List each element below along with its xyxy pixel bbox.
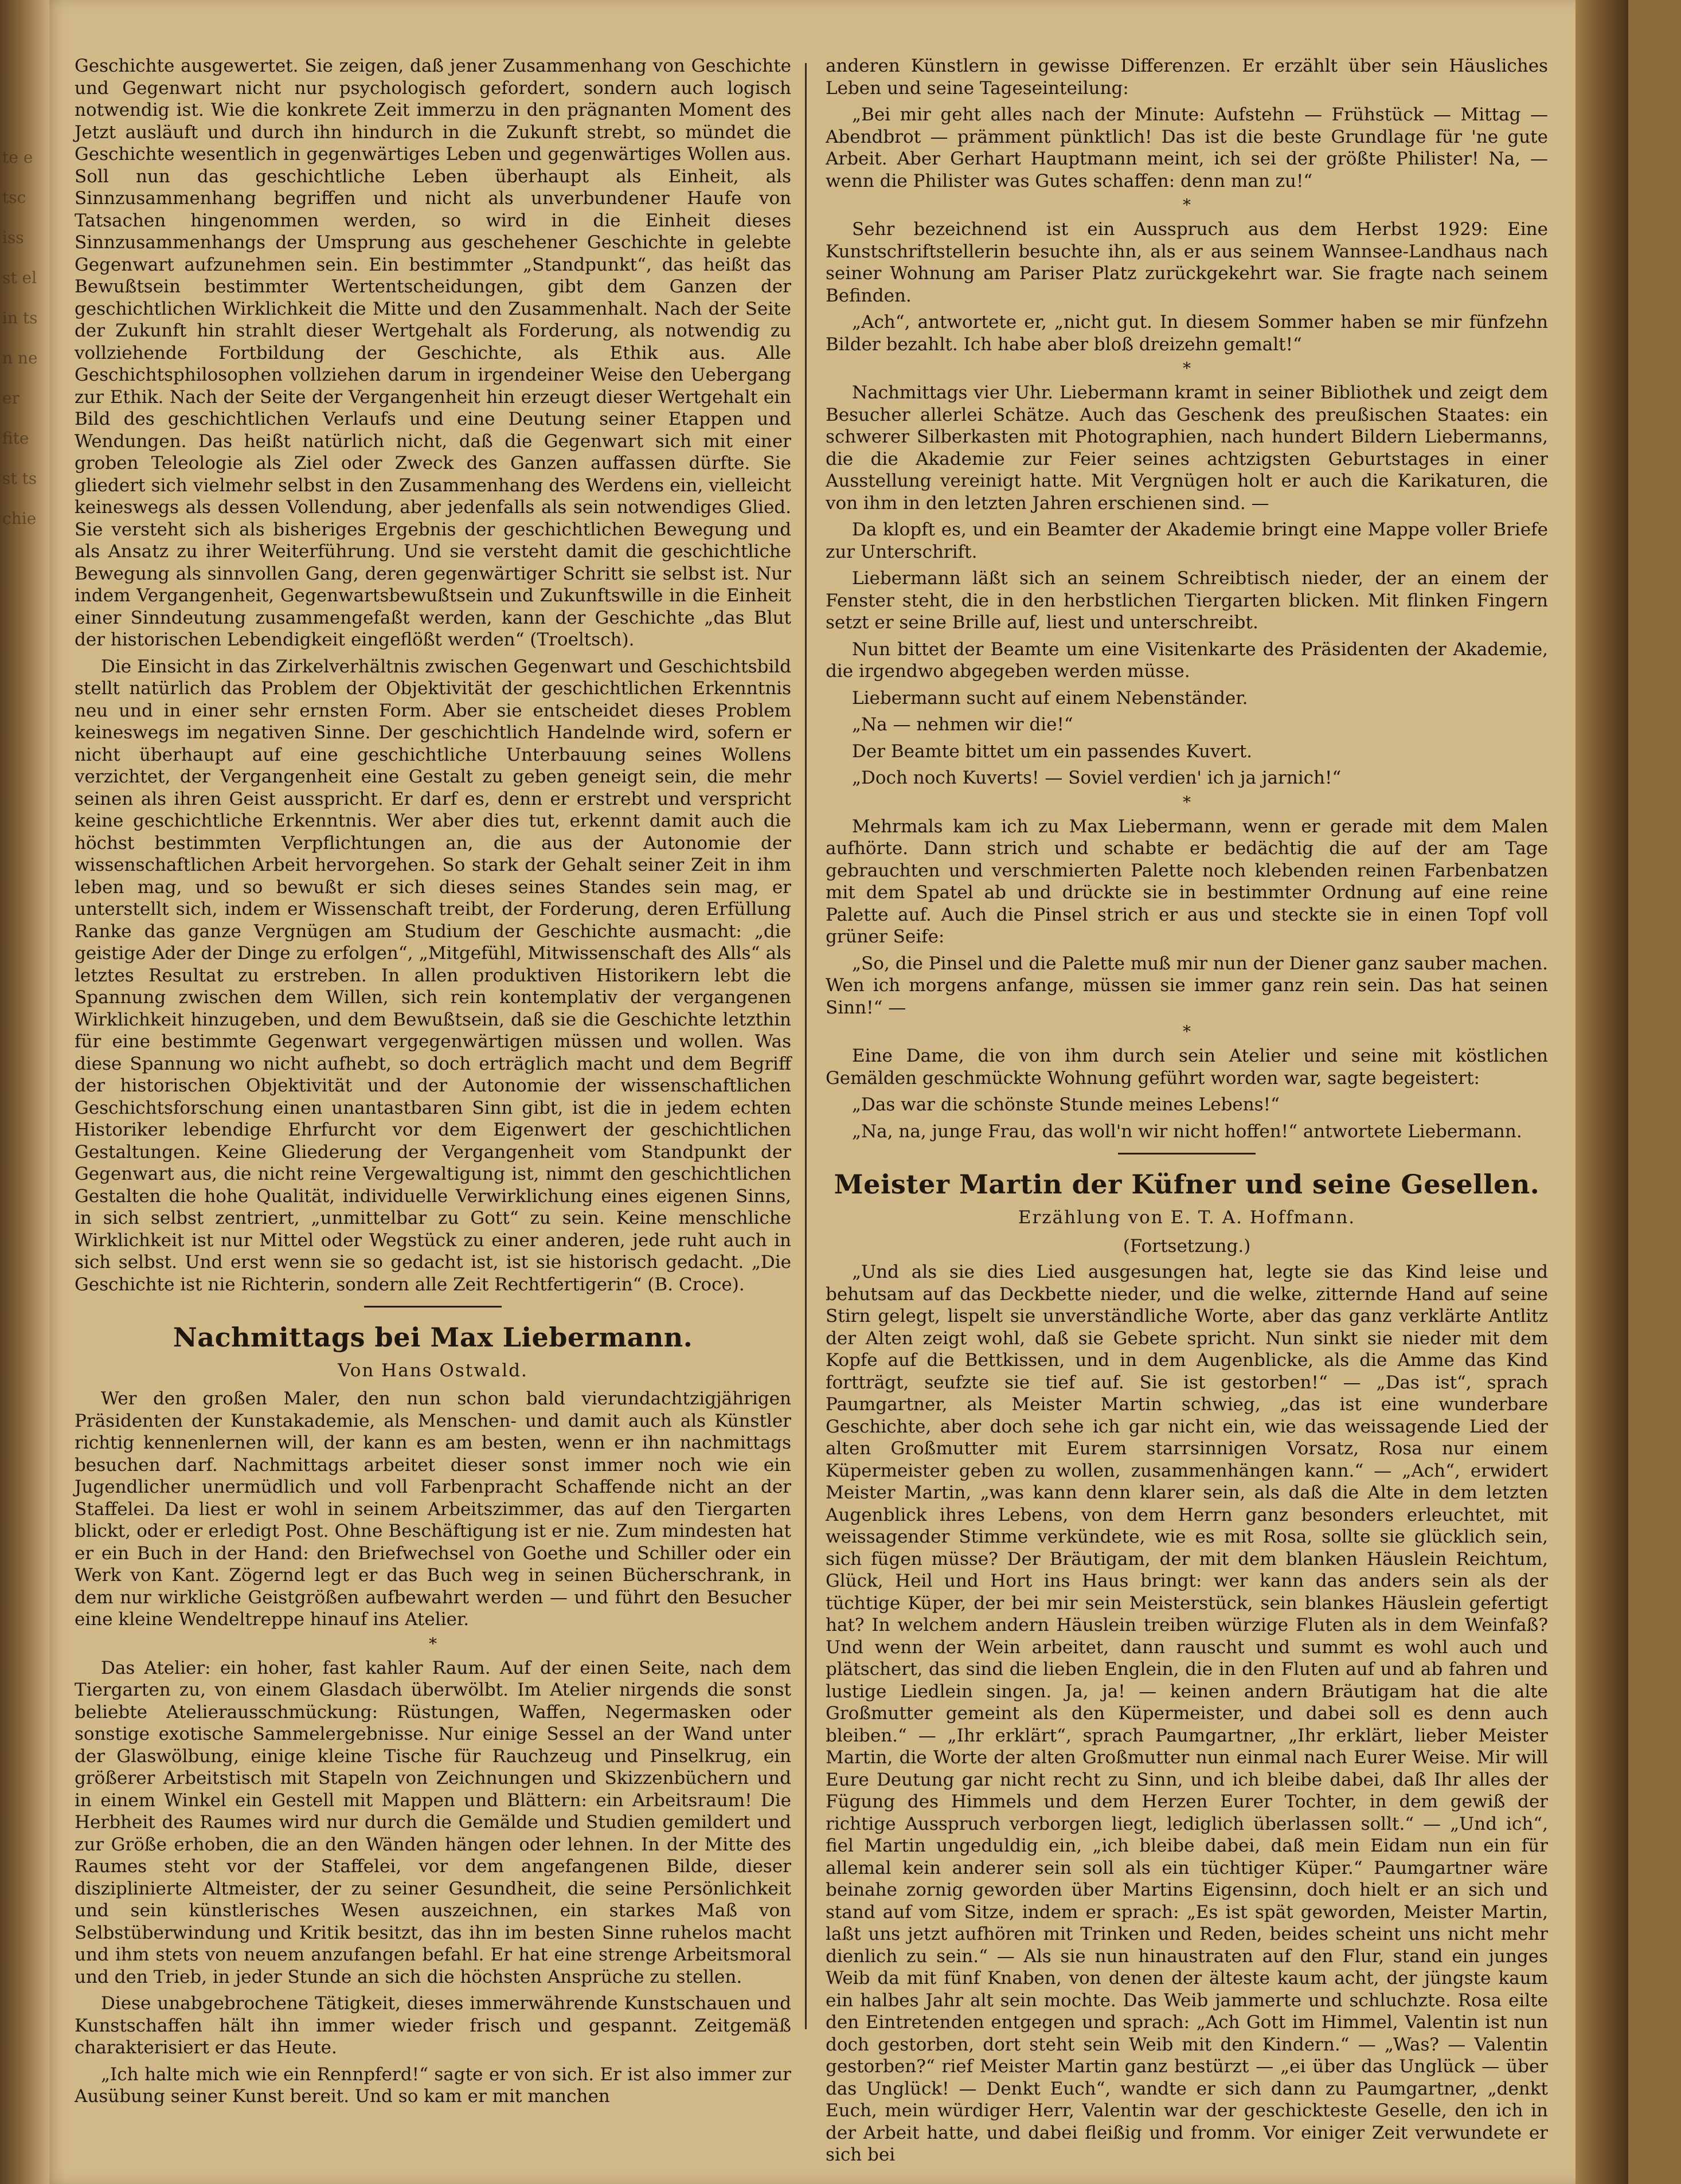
section-divider <box>364 1306 502 1308</box>
article-paragraph: „Na, na, junge Frau, das woll'n wir nicht hoffen!“ antwortete Liebermann. <box>852 1121 1522 1142</box>
article-paragraph: Der Beamte bittet um ein passendes Kuvert. <box>852 741 1252 762</box>
essay-paragraph: Geschichte ausgewertet. Sie zeigen, daß jener Zusammenhang von Geschichte und Gegenwart nicht nur psychologisch gefordert, sondern auch logisch notwendig ist. Wie die konkrete Zeit immerzu in den prägnanten Moment des Jetzt ausläuft und durch ihn hindurch in die Zukunft strebt, so mündet die Geschichte wesentlich in gegenwärtiges Leben und gegenwärtiges Wollen aus. Soll nun das geschichtliche Leben überhaupt als Einheit, als Sinnzusammenhang begriffen und nicht als unverbundener Haufe von Tatsachen hingenommen werden, so wird in die Einheit dieses Sinnzusammenhangs der Umsprung aus geschehener Geschichte in gelebte Gegenwart aufzunehmen sein. Ein bestimmter „Standpunkt“, das heißt das Bewußtsein bestimmter Wertentscheidungen, gibt dem Ganzen der geschichtlichen Wirklichkeit die Mitte und den Zusammenhalt. Nach der Seite der Zukunft hin strahlt dieser Wertgehalt als Forderung, als notwendig zu vollziehende Fortbildung der Geschichte, als Ethik aus. Alle Geschichtsphilosophen vollziehen darum in irgendeiner Weise den Uebergang zur Ethik. Nach der Seite der Vergangenheit hin erzeugt dieser Wertgehalt ein Bild des geschichtlichen Verlaufs und eine Deutung seiner Etappen und Wendungen. Das heißt natürlich nicht, daß die Gegenwart sich mit einer groben Teleologie als Ziel oder Zweck des Ganzen auffassen dürfte. Sie gliedert sich vielmehr selbst in den Zusammenhang des Werdens ein, vielleicht keineswegs als dessen Vollendung, aber jedenfalls als sein notwendiges Glied. Sie versteht sich als bisheriges Ergebnis der geschichtlichen Bewegung und als Ansatz zu ihrer Weiterführung. Und sie versteht damit die geschichtliche Bewegung als sinnvollen Gang, deren gegenwärtiger Schritt sie selbst ist. Nur indem Vergangenheit, Gegenwartsbewußtsein und Zukunftswille in die Einheit einer Sinndeutung zusammengefaßt werden, kann der Geschichte „das Blut der historischen Lebendigkeit eingeflößt werden“ (Troeltsch). <box>75 56 791 650</box>
article-paragraph: „Na — nehmen wir die!“ <box>852 714 1073 735</box>
section-star: * <box>429 1634 437 1653</box>
article-paragraph: Mehrmals kam ich zu Max Liebermann, wenn er gerade mit dem Malen aufhörte. Dann strich und schabte er bedächtig die auf der am Tage gebrauchten und verschmierten Palette noch klebenden reinen Farbenbatzen mit dem Spatel ab und drückte sie in bestimmter Ordnung auf eine reine Palette auf. Auch die Pinsel strich er aus und steckte sie in einen Topf voll grüner Seife: <box>826 816 1548 947</box>
article-paragraph: Nachmittags vier Uhr. Liebermann kramt in seiner Bibliothek und zeigt dem Besucher allerlei Schätze. Auch das Geschenk des preußischen Staates: ein schwerer Silberkasten mit Photographien, nach hundert Bildern Liebermanns, die die Akademie zur Feier seines achtzigsten Geburtstages in einer Ausstellung vereinigt hatte. Mit Vergnügen holt er auch die Karikaturen, die von ihm in den letzten Jahren erschienen sind. — <box>826 382 1548 514</box>
article-paragraph: anderen Künstlern in gewisse Differenzen. Er erzählt über sein Häusliches Leben und seine Tageseinteilung: <box>826 56 1548 99</box>
article-paragraph: Liebermann sucht auf einem Nebenständer. <box>852 687 1248 709</box>
article-paragraph: „Bei mir geht alles nach der Minute: Aufstehn — Frühstück — Mittag — Abendbrot — prämment pünktlich! Das ist die beste Grundlage für 'ne gute Arbeit. Aber Gerhart Hauptmann meint, ich sei der größte Philister! Na, — wenn die Philister was Gutes schaffen: denn man zu!“ <box>826 104 1548 191</box>
page-edge-shadow <box>1576 0 1628 2184</box>
article-paragraph: Diese unabgebrochene Tätigkeit, dieses immerwährende Kunstschauen und Kunstschaffen hält ihn immer wieder frisch und gespannt. Zeitgemäß charakterisiert er das Heute. <box>75 1993 791 2058</box>
section-star: * <box>1183 1022 1191 1041</box>
section-star: * <box>1183 195 1191 214</box>
article-paragraph: „Ich halte mich wie ein Rennpferd!“ sagte er von sich. Er ist also immer zur Ausübung seiner Kunst bereit. Und so kam er mit manchen <box>75 2064 791 2107</box>
byline-ostwald: Von Hans Ostwald. <box>338 1360 528 1381</box>
article-title-liebermann: Nachmittags bei Max Liebermann. <box>173 1322 693 1353</box>
left-column <box>75 55 791 2112</box>
article-paragraph: „Ach“, antwortete er, „nicht gut. In diesem Sommer haben se mir fünfzehn Bilder bezahlt. Ich habe aber bloß dreizehn gemalt!“ <box>826 312 1548 355</box>
section-star: * <box>1183 792 1191 812</box>
continuation-note: (Fortsetzung.) <box>1123 1236 1251 1257</box>
article-paragraph: Liebermann läßt sich an seinem Schreibtisch nieder, der an einem der Fenster steht, die in den herbstlichen Tiergarten blicken. Mit flinken Fingern setzt er seine Brille auf, liest und unterschreibt. <box>826 568 1548 633</box>
adjacent-page-fragments: te e tsc iss st el in ts n ne er fite st ts chie <box>2 148 38 528</box>
column-rule <box>805 63 807 2029</box>
section-star: * <box>1183 359 1191 378</box>
section-divider <box>1118 1153 1256 1154</box>
article-paragraph: „Doch noch Kuverts! — Soviel verdien' ich ja jarnich!“ <box>852 768 1342 788</box>
book-binding-gutter <box>0 0 49 2184</box>
essay-paragraph: Die Einsicht in das Zirkelverhältnis zwischen Gegenwart und Geschichtsbild stellt natürlich das Problem der Objektivität der geschichtlichen Erkenntnis neu und in einer sehr ernsten Form. Aber sie entscheidet dieses Problem keineswegs im negativen Sinne. Der geschichtlich Handelnde wird, sofern er nicht überhaupt auf eine geschichtliche Unterbauung seines Wollens verzichtet, der Vergangenheit eine Gestalt zu geben geneigt sein, die mehr seinen als ihren Geist ausspricht. Er darf es, denn er erstrebt und verspricht keine geschichtliche Erkenntnis. Wer aber dies tut, erkennt damit auch die höchst bestimmten Verpflichtungen an, die aus der Autonomie der wissenschaftlichen Arbeit hervorgehen. So stark der Gehalt seiner Zeit in ihm leben mag, und so bewußt er sich dieses seines Standes sein mag, er unterstellt sich, indem er Wissenschaft treibt, der Forderung, deren Erfüllung Ranke das ganze Vergnügen am Studium der Geschichte ausmacht: „die geistige Ader der Dinge zu erfolgen“, „Mitgefühl, Mitwissenschaft des Alls“ als letztes Resultat zu erstreben. In allen produktiven Historikern lebt die Spannung zwischen dem Willen, sich rein kontemplativ der vergangenen Wirklichkeit hinzugeben, und dem Bewußtsein, daß sie die Geschichte letzthin für eine bestimmte Gegenwart vergegenwärtigen müssen und wollen. Was diese Spannung wo nicht aufhebt, so doch erträglich macht und dem Begriff der historischen Objektivität und der Autonomie der wissenschaftlichen Geschichtsforschung einen unantastbaren Sinn gibt, ist die in jedem echten Historiker lebendige Ehrfurcht vor dem Eigenwert der geschichtlichen Gestaltungen. Keine Gliederung der Vergangenheit vom Standpunkt der Gegenwart aus, die nicht reine Vergewaltigung ist, nimmt den geschichtlichen Gestalten die hohe Qualität, individuelle Verwirklichung eines eigenen Sinns, in sich selbst zentriert, „unmittelbar zu Gott“ zu sein. Keine menschliche Wirklichkeit ist nur Mittel oder Wegstück zu einer anderen, jede ruht auch in sich selbst. Und erst wenn sie so gedacht ist, ist sie historisch gedacht. „Die Geschichte ist nie Richterin, sondern alle Zeit Rechtfertigerin“ (B. Croce). <box>75 656 791 1295</box>
article-paragraph: Nun bittet der Beamte um eine Visitenkarte des Präsidenten der Akademie, die irgendwo abgegeben werden müsse. <box>826 639 1548 682</box>
article-title-meister-martin: Meister Martin der Küfner und seine Gesellen. <box>834 1169 1540 1200</box>
article-paragraph: „So, die Pinsel und die Palette muß mir nun der Diener ganz sauber machen. Wen ich morgens anfange, müssen sie immer ganz rein sein. Das hat seinen Sinn!“ — <box>826 953 1548 1018</box>
article-paragraph: Das Atelier: ein hoher, fast kahler Raum. Auf der einen Seite, nach dem Tiergarten zu, von einem Glasdach überwölbt. Im Atelier nirgends die sonst beliebte Atelierausschmückung: Rüstungen, Waffen, Negermasken oder sonstige exotische Sammelergebnisse. Nur einige Sessel an der Wand unter der Glaswölbung, einige kleine Tische für Rauchzeug und Pinselkrug, ein größerer Arbeitstisch mit Stapeln von Zeichnungen und Skizzenbüchern und in einem Winkel ein Gestell mit Mappen und Blättern: ein Arbeitsraum! Die Herbheit des Raumes wird nur durch die Gemälde und Studien gemildert und zur Größe erhoben, die an den Wänden hängen oder lehnen. In der Mitte des Raumes steht vor der Staffelei, vor dem angefangenen Bilde, dieser disziplinierte Altmeister, der zu seiner Gesundheit, die seine Persönlichkeit und sein künstlerisches Wesen auszeichnen, ein starkes Maß von Selbstüberwindung und Kritik besitzt, das ihn im besten Sinne ruhelos macht und ihm stets von neuem anzufangen befahl. Er hat eine strenge Arbeitsmoral und den Trieb, in jeder Stunde an sich die höchsten Ansprüche zu stellen. <box>75 1657 791 1987</box>
newspaper-page <box>49 0 1628 2184</box>
article-paragraph: Sehr bezeichnend ist ein Ausspruch aus dem Herbst 1929: Eine Kunstschriftstellerin besuchte ihn, als er aus seinem Wannsee-Landhaus nach seiner Wohnung am Pariser Platz zurückgekehrt war. Sie fragte nach seinem Befinden. <box>826 219 1548 306</box>
article-paragraph: Wer den großen Maler, den nun schon bald vierundachtzigjährigen Präsidenten der Kunstakademie, als Menschen- und damit auch als Künstler richtig kennenlernen will, der kann es am besten, wenn er ihn nachmittags besuchen darf. Nachmittags arbeitet dieser sonst immer noch wie ein Jugendlicher unermüdlich und voll Farbenpracht Schaffende nicht an der Staffelei. Da liest er wohl in seinem Arbeitszimmer, das auf den Tiergarten blickt, oder er erledigt Post. Ohne Beschäftigung ist er nie. Zum mindesten hat er ein Buch in der Hand: den Briefwechsel von Goethe und Schiller oder ein Werk von Kant. Zögernd legt er das Buch weg in seinen Bücherschrank, in dem nur wirkliche Geistgrößen aufbewahrt werden — und führt den Besucher eine kleine Wendeltreppe hinauf ins Atelier. <box>75 1388 791 1630</box>
byline-hoffmann: Erzählung von E. T. A. Hoffmann. <box>1018 1207 1356 1228</box>
story-paragraph: „Und als sie dies Lied ausgesungen hat, legte sie das Kind leise und behutsam auf das Deckbette nieder, und die welke, zitternde Hand auf seine Stirn gelegt, lispelt sie unverständliche Worte, aber das ganz verklärte Antlitz der Alten zeigt wohl, daß sie Gebete spricht. Nun sinkt sie nieder mit dem Kopfe auf die Bettkissen, und in dem Augenblicke, als die Amme das Kind fortträgt, seufzte sie tief auf. Sie ist gestorben!“ — „Das ist“, sprach Paumgartner, als Meister Martin schwieg, „das ist eine wunderbare Geschichte, aber doch sehe ich gar nicht ein, wie das weissagende Lied der alten Großmutter mit Eurem starrsinnigen Vorsatz, Rosa nur einem Küpermeister geben zu wollen, zusammenhängen kann.“ — „Ach“, erwidert Meister Martin, „was kann denn klarer sein, als daß die Alte in dem letzten Augenblick ihres Lebens, von dem Herrn ganz besonders erleuchtet, mit weissagender Stimme verkündete, wie es mit Rosa, sollte sie glücklich sein, sich fügen müsse? Der Bräutigam, der mit dem blanken Häuslein Reichtum, Glück, Heil und Hort ins Haus bringt: wer kann das anders sein als der tüchtige Küper, der bei mir sein Meisterstück, sein blankes Häuslein gefertigt hat? In welchem andern Häuslein treiben würzige Fluten als in dem Weinfaß? Und wenn der Wein arbeitet, dann rauscht und summt es wohl auch und plätschert, das sind die lieben Englein, die in den Fluten auf und ab fahren und lustige Liedlein singen. Ja, ja! — keinen andern Bräutigam hat die alte Großmutter gemeint als den Küpermeister, und dabei soll es denn auch bleiben.“ — „Ihr erklärt“, sprach Paumgartner, „Ihr erklärt, lieber Meister Martin, die Worte der alten Großmutter nun einmal nach Eurer Weise. Mir will Eure Deutung gar nicht recht zu Sinn, und ich bleibe dabei, daß Ihr alles der Fügung des Himmels und dem Herzen Eurer Tochter, in dem gewiß der richtige Ausspruch verborgen liegt, lediglich überlassen sollt.“ — „Und ich“, fiel Martin ungeduldig ein, „ich bleibe dabei, daß mein Eidam nun ein für allemal kein anderer sein soll als ein tüchtiger Küper.“ Paumgartner wäre beinahe zornig geworden über Martins Eigensinn, doch hielt er an sich und stand auf vom Sitze, indem er sprach: „Es ist spät geworden, Meister Martin, laßt uns jetzt aufhören mit Trinken und Reden, beides scheint uns nicht mehr dienlich zu sein.“ — Als sie nun hinaustraten auf den Flur, stand ein junges Weib da mit fünf Knaben, von denen der älteste kaum acht, der jüngste kaum ein halbes Jahr alt sein mochte. Das Weib jammerte und schluchzte. Rosa eilte den Eintretenden entgegen und sprach: „Ach Gott im Himmel, Valentin ist nun doch gestorben, dort steht sein Weib mit den Kindern.“ — „Was? — Valentin gestorben?“ rief Meister Martin ganz bestürzt — „ei über das Unglück — über das Unglück! — Denkt Euch“, wandte er sich dann zu Paumgartner, „denkt Euch, mein würdiger Herr, Valentin war der geschickteste Geselle, den ich in der Arbeit hatte, und dabei fleißig und fromm. Vor einiger Zeit verwundete er sich bei <box>826 1262 1548 2165</box>
right-column <box>826 55 1548 2171</box>
article-paragraph: „Das war die schönste Stunde meines Lebens!“ <box>852 1094 1280 1115</box>
article-paragraph: Eine Dame, die von ihm durch sein Atelier und seine mit köstlichen Gemälden geschmückte Wohnung geführt worden war, sagte begeistert: <box>826 1046 1548 1089</box>
article-paragraph: Da klopft es, und ein Beamter der Akademie bringt eine Mappe voller Briefe zur Unterschrift. <box>826 519 1548 562</box>
